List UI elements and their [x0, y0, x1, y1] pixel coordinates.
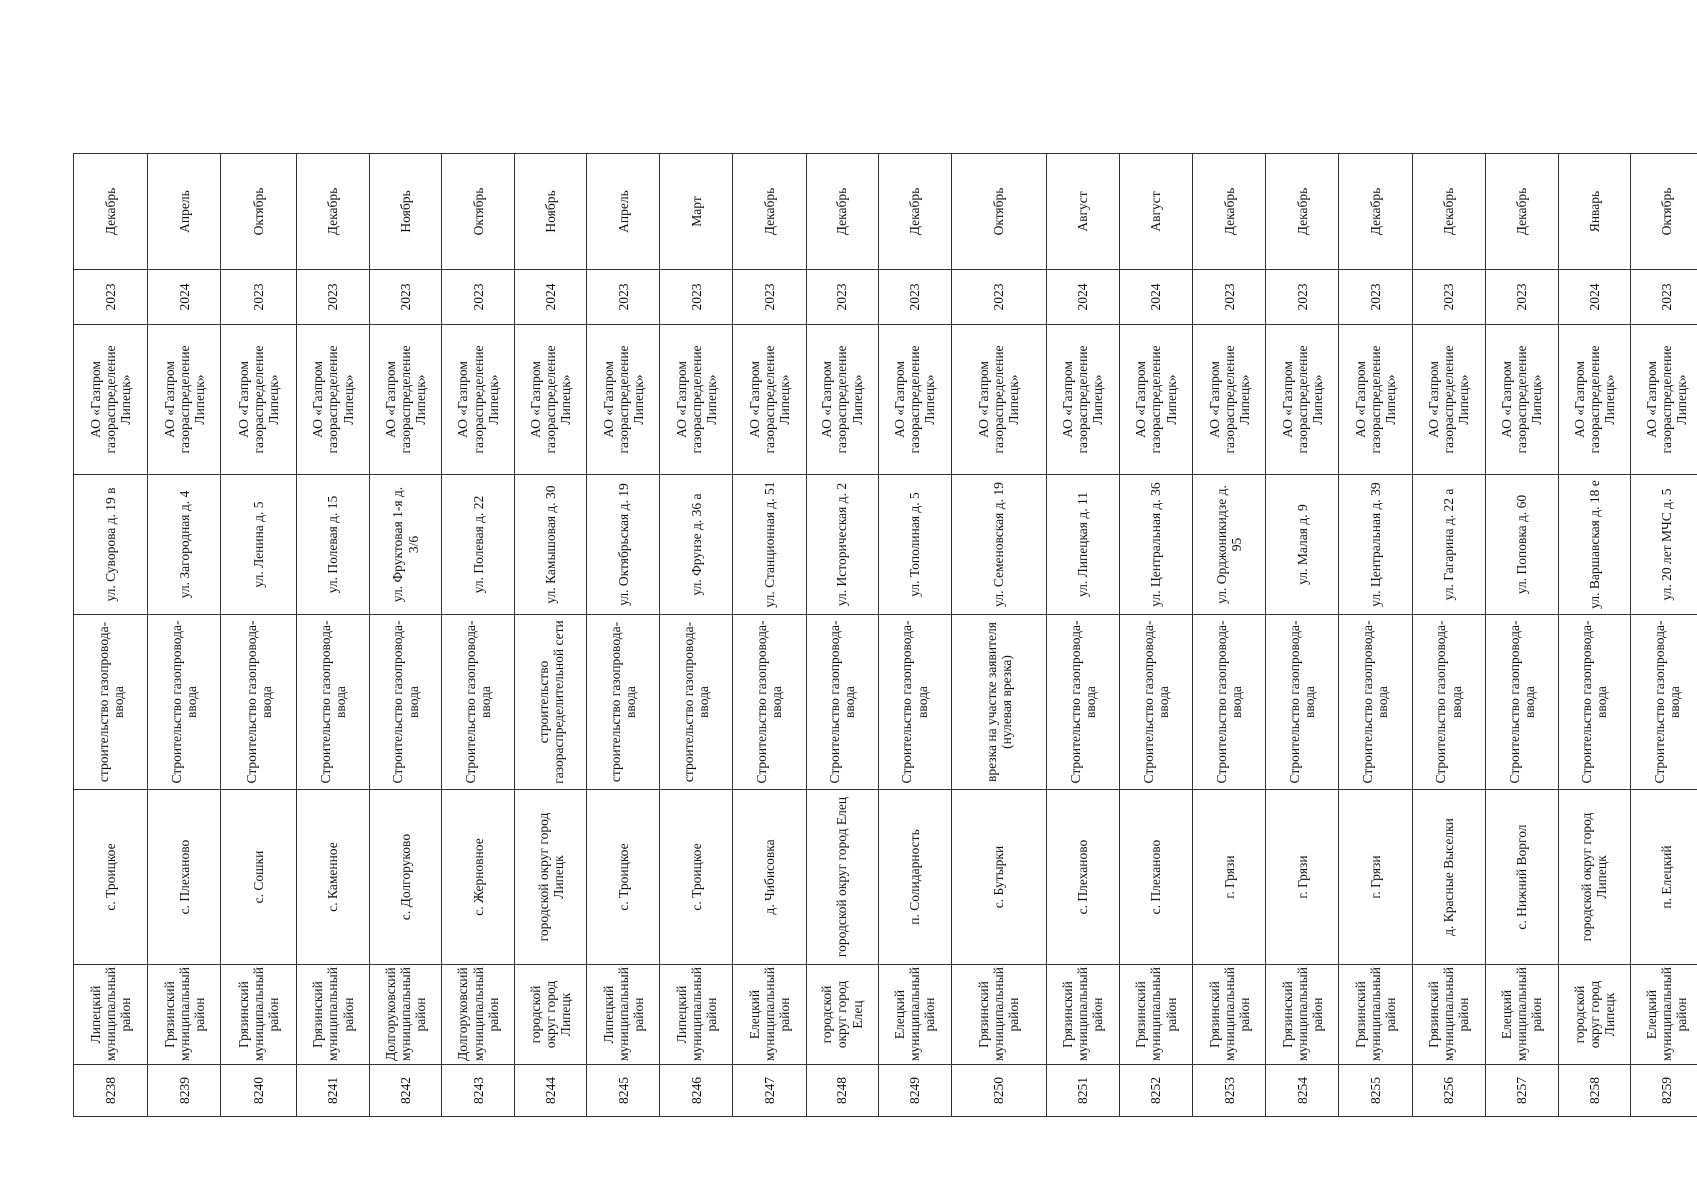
month-cell: Декабрь [733, 154, 806, 270]
district-cell: Елецкий муниципальный район [733, 965, 806, 1065]
year-cell: 2023 [951, 270, 1046, 325]
organization-cell: АО «Газпром газораспределение Липецк» [296, 325, 369, 475]
table-row [1412, 154, 1485, 1117]
work-type-cell: Строительство газопровода-ввода [1558, 615, 1630, 790]
work-type-cell: Строительство газопровода-ввода [1193, 615, 1266, 790]
month-cell: Ноябрь [370, 154, 442, 270]
table-row [878, 154, 951, 1117]
organization-cell: АО «Газпром газораспределение Липецк» [1558, 325, 1630, 475]
month-cell: Декабрь [1485, 154, 1558, 270]
district-cell: Долгоруковский муниципальный район [370, 965, 442, 1065]
year-cell: 2023 [221, 270, 296, 325]
settlement-cell: с. Плеханово [1119, 790, 1192, 965]
work-type-cell: Строительство газопровода-ввода [296, 615, 369, 790]
settlement-cell: с. Бутырки [951, 790, 1046, 965]
organization-cell: АО «Газпром газораспределение Липецк» [733, 325, 806, 475]
district-cell: городской округ город Липецк [515, 965, 587, 1065]
row-number: 8243 [442, 1065, 515, 1117]
work-type-cell: Строительство газопровода-ввода [1046, 615, 1119, 790]
district-cell: Грязинский муниципальный район [1119, 965, 1192, 1065]
row-number: 8254 [1266, 1065, 1339, 1117]
row-number: 8250 [951, 1065, 1046, 1117]
table-row [1046, 154, 1119, 1117]
work-type-cell: Строительство газопровода-ввода [1266, 615, 1339, 790]
district-cell: Грязинский муниципальный район [1193, 965, 1266, 1065]
organization-cell: АО «Газпром газораспределение Липецк» [442, 325, 515, 475]
rotated-table-wrapper [73, 154, 1697, 1117]
work-type-cell: Строительство газопровода-ввода [1339, 615, 1412, 790]
organization-cell: АО «Газпром газораспределение Липецк» [1119, 325, 1192, 475]
settlement-cell: п. Елецкий [1630, 790, 1697, 965]
table-row [442, 154, 515, 1117]
year-cell: 2023 [733, 270, 806, 325]
month-cell: Декабрь [1339, 154, 1412, 270]
address-cell: ул. Загородная д. 4 [148, 475, 221, 615]
table-row [74, 154, 148, 1117]
month-cell: Октябрь [442, 154, 515, 270]
settlement-cell: городской округ город Елец [806, 790, 878, 965]
work-type-cell: строительство газопровода-ввода [660, 615, 733, 790]
settlement-cell: г. Грязи [1339, 790, 1412, 965]
row-number: 8258 [1558, 1065, 1630, 1117]
year-cell: 2024 [1046, 270, 1119, 325]
table-row [587, 154, 660, 1117]
year-cell: 2023 [806, 270, 878, 325]
district-cell: Грязинский муниципальный район [1046, 965, 1119, 1065]
address-cell: ул. Малая д. 9 [1266, 475, 1339, 615]
work-type-cell: Строительство газопровода-ввода [148, 615, 221, 790]
table-row [951, 154, 1046, 1117]
address-cell: ул. Тополиная д. 5 [878, 475, 951, 615]
work-type-cell: Строительство газопровода-ввода [806, 615, 878, 790]
work-type-cell: Строительство газопровода-ввода [1485, 615, 1558, 790]
year-cell: 2023 [660, 270, 733, 325]
address-cell: ул. Ленина д. 5 [221, 475, 296, 615]
table-row [806, 154, 878, 1117]
row-number: 8257 [1485, 1065, 1558, 1117]
settlement-cell: с. Плеханово [148, 790, 221, 965]
district-cell: Грязинский муниципальный район [1266, 965, 1339, 1065]
settlement-cell: с. Троицкое [660, 790, 733, 965]
month-cell: Апрель [587, 154, 660, 270]
work-type-cell: строительство газопровода-ввода [587, 615, 660, 790]
settlement-cell: с. Нижний Воргол [1485, 790, 1558, 965]
district-cell: Грязинский муниципальный район [148, 965, 221, 1065]
organization-cell: АО «Газпром газораспределение Липецк» [878, 325, 951, 475]
year-cell: 2023 [1630, 270, 1697, 325]
row-number: 8259 [1630, 1065, 1697, 1117]
district-cell: Грязинский муниципальный район [221, 965, 296, 1065]
month-cell: Октябрь [951, 154, 1046, 270]
year-cell: 2023 [878, 270, 951, 325]
table-body [74, 154, 1697, 1117]
work-type-cell: Строительство газопровода-ввода [1412, 615, 1485, 790]
district-cell: Липецкий муниципальный район [587, 965, 660, 1065]
organization-cell: АО «Газпром газораспределение Липецк» [1046, 325, 1119, 475]
year-cell: 2023 [296, 270, 369, 325]
work-type-cell: Строительство газопровода-ввода [442, 615, 515, 790]
row-number: 8253 [1193, 1065, 1266, 1117]
organization-cell: АО «Газпром газораспределение Липецк» [660, 325, 733, 475]
address-cell: ул. Историческая д. 2 [806, 475, 878, 615]
address-cell: ул. Орджоникидзе д. 95 [1193, 475, 1266, 615]
table-row [1485, 154, 1558, 1117]
table-row [148, 154, 221, 1117]
organization-cell: АО «Газпром газораспределение Липецк» [587, 325, 660, 475]
table-row [1193, 154, 1266, 1117]
work-type-cell: врезка на участке заявителя (нулевая врезка) [951, 615, 1046, 790]
settlement-cell: городской округ город Липецк [515, 790, 587, 965]
month-cell: Январь [1558, 154, 1630, 270]
district-cell: городской округ город Елец [806, 965, 878, 1065]
work-type-cell: строительство газораспределительной сети [515, 615, 587, 790]
settlement-cell: с. Долгоруково [370, 790, 442, 965]
address-cell: ул. Поповка д. 60 [1485, 475, 1558, 615]
address-cell: ул. Семеновская д. 19 [951, 475, 1046, 615]
district-cell: Липецкий муниципальный район [74, 965, 148, 1065]
address-cell: ул. Полевая д. 15 [296, 475, 369, 615]
address-cell: ул. Фрунзе д. 36 а [660, 475, 733, 615]
table-row [1119, 154, 1192, 1117]
month-cell: Декабрь [1412, 154, 1485, 270]
district-cell: Елецкий муниципальный район [1630, 965, 1697, 1065]
settlement-cell: г. Грязи [1193, 790, 1266, 965]
work-type-cell: Строительство газопровода-ввода [1119, 615, 1192, 790]
address-cell: ул. Полевая д. 22 [442, 475, 515, 615]
month-cell: Декабрь [1193, 154, 1266, 270]
year-cell: 2023 [1339, 270, 1412, 325]
year-cell: 2024 [1558, 270, 1630, 325]
year-cell: 2023 [1266, 270, 1339, 325]
settlement-cell: п. Солидарность [878, 790, 951, 965]
month-cell: Апрель [148, 154, 221, 270]
month-cell: Декабрь [806, 154, 878, 270]
organization-cell: АО «Газпром газораспределение Липецк» [221, 325, 296, 475]
organization-cell: АО «Газпром газораспределение Липецк» [370, 325, 442, 475]
row-number: 8242 [370, 1065, 442, 1117]
settlement-cell: с. Каменное [296, 790, 369, 965]
district-cell: Елецкий муниципальный район [1485, 965, 1558, 1065]
year-cell: 2023 [1412, 270, 1485, 325]
address-cell: ул. Центральная д. 39 [1339, 475, 1412, 615]
address-cell: ул. 20 лет МЧС д. 5 [1630, 475, 1697, 615]
work-type-cell: Строительство газопровода-ввода [733, 615, 806, 790]
organization-cell: АО «Газпром газораспределение Липецк» [1630, 325, 1697, 475]
district-cell: городской округ город Липецк [1558, 965, 1630, 1065]
organization-cell: АО «Газпром газораспределение Липецк» [1412, 325, 1485, 475]
settlement-cell: городской округ город Липецк [1558, 790, 1630, 965]
year-cell: 2023 [1485, 270, 1558, 325]
month-cell: Ноябрь [515, 154, 587, 270]
year-cell: 2023 [370, 270, 442, 325]
row-number: 8252 [1119, 1065, 1192, 1117]
table-row [370, 154, 442, 1117]
year-cell: 2024 [148, 270, 221, 325]
row-number: 8249 [878, 1065, 951, 1117]
work-type-cell: Строительство газопровода-ввода [221, 615, 296, 790]
district-cell: Грязинский муниципальный район [296, 965, 369, 1065]
month-cell: Октябрь [1630, 154, 1697, 270]
year-cell: 2024 [1119, 270, 1192, 325]
address-cell: ул. Варшавская д. 18 е [1558, 475, 1630, 615]
settlement-cell: д. Красные Выселки [1412, 790, 1485, 965]
month-cell: Декабрь [296, 154, 369, 270]
month-cell: Декабрь [1266, 154, 1339, 270]
district-cell: Грязинский муниципальный район [951, 965, 1046, 1065]
address-cell: ул. Гагарина д. 22 а [1412, 475, 1485, 615]
month-cell: Декабрь [878, 154, 951, 270]
address-cell: ул. Центральная д. 36 [1119, 475, 1192, 615]
year-cell: 2023 [587, 270, 660, 325]
row-number: 8244 [515, 1065, 587, 1117]
district-cell: Елецкий муниципальный район [878, 965, 951, 1065]
settlement-cell: с. Троицкое [74, 790, 148, 965]
organization-cell: АО «Газпром газораспределение Липецк» [515, 325, 587, 475]
year-cell: 2023 [74, 270, 148, 325]
gas-connection-table [73, 153, 1697, 1117]
district-cell: Грязинский муниципальный район [1412, 965, 1485, 1065]
organization-cell: АО «Газпром газораспределение Липецк» [148, 325, 221, 475]
organization-cell: АО «Газпром газораспределение Липецк» [951, 325, 1046, 475]
year-cell: 2023 [442, 270, 515, 325]
table-row [733, 154, 806, 1117]
row-number: 8239 [148, 1065, 221, 1117]
organization-cell: АО «Газпром газораспределение Липецк» [74, 325, 148, 475]
address-cell: ул. Суворова д. 19 в [74, 475, 148, 615]
work-type-cell: Строительство газопровода-ввода [878, 615, 951, 790]
row-number: 8245 [587, 1065, 660, 1117]
row-number: 8247 [733, 1065, 806, 1117]
year-cell: 2023 [1193, 270, 1266, 325]
table-row [515, 154, 587, 1117]
address-cell: ул. Октябрьская д. 19 [587, 475, 660, 615]
settlement-cell: с. Троицкое [587, 790, 660, 965]
row-number: 8240 [221, 1065, 296, 1117]
work-type-cell: строительство газопровода-ввода [74, 615, 148, 790]
row-number: 8248 [806, 1065, 878, 1117]
table-row [1630, 154, 1697, 1117]
address-cell: ул. Камышовая д. 30 [515, 475, 587, 615]
row-number: 8255 [1339, 1065, 1412, 1117]
month-cell: Октябрь [221, 154, 296, 270]
month-cell: Декабрь [74, 154, 148, 270]
organization-cell: АО «Газпром газораспределение Липецк» [1266, 325, 1339, 475]
table-row [221, 154, 296, 1117]
organization-cell: АО «Газпром газораспределение Липецк» [1485, 325, 1558, 475]
address-cell: ул. Станционная д. 51 [733, 475, 806, 615]
organization-cell: АО «Газпром газораспределение Липецк» [1193, 325, 1266, 475]
work-type-cell: Строительство газопровода-ввода [370, 615, 442, 790]
organization-cell: АО «Газпром газораспределение Липецк» [1339, 325, 1412, 475]
table-row [1339, 154, 1412, 1117]
row-number: 8241 [296, 1065, 369, 1117]
address-cell: ул. Фруктовая 1-я д. 3/6 [370, 475, 442, 615]
settlement-cell: с. Плеханово [1046, 790, 1119, 965]
work-type-cell: Строительство газопровода-ввода [1630, 615, 1697, 790]
row-number: 8251 [1046, 1065, 1119, 1117]
row-number: 8238 [74, 1065, 148, 1117]
settlement-cell: с. Жерновное [442, 790, 515, 965]
settlement-cell: г. Грязи [1266, 790, 1339, 965]
row-number: 8256 [1412, 1065, 1485, 1117]
month-cell: Август [1046, 154, 1119, 270]
settlement-cell: д. Чибисовка [733, 790, 806, 965]
month-cell: Август [1119, 154, 1192, 270]
table-row [296, 154, 369, 1117]
table-row [660, 154, 733, 1117]
address-cell: ул. Липецкая д. 11 [1046, 475, 1119, 615]
district-cell: Грязинский муниципальный район [1339, 965, 1412, 1065]
organization-cell: АО «Газпром газораспределение Липецк» [806, 325, 878, 475]
district-cell: Липецкий муниципальный район [660, 965, 733, 1065]
table-row [1558, 154, 1630, 1117]
row-number: 8246 [660, 1065, 733, 1117]
district-cell: Долгоруковский муниципальный район [442, 965, 515, 1065]
table-row [1266, 154, 1339, 1117]
settlement-cell: с. Сошки [221, 790, 296, 965]
year-cell: 2024 [515, 270, 587, 325]
month-cell: Март [660, 154, 733, 270]
